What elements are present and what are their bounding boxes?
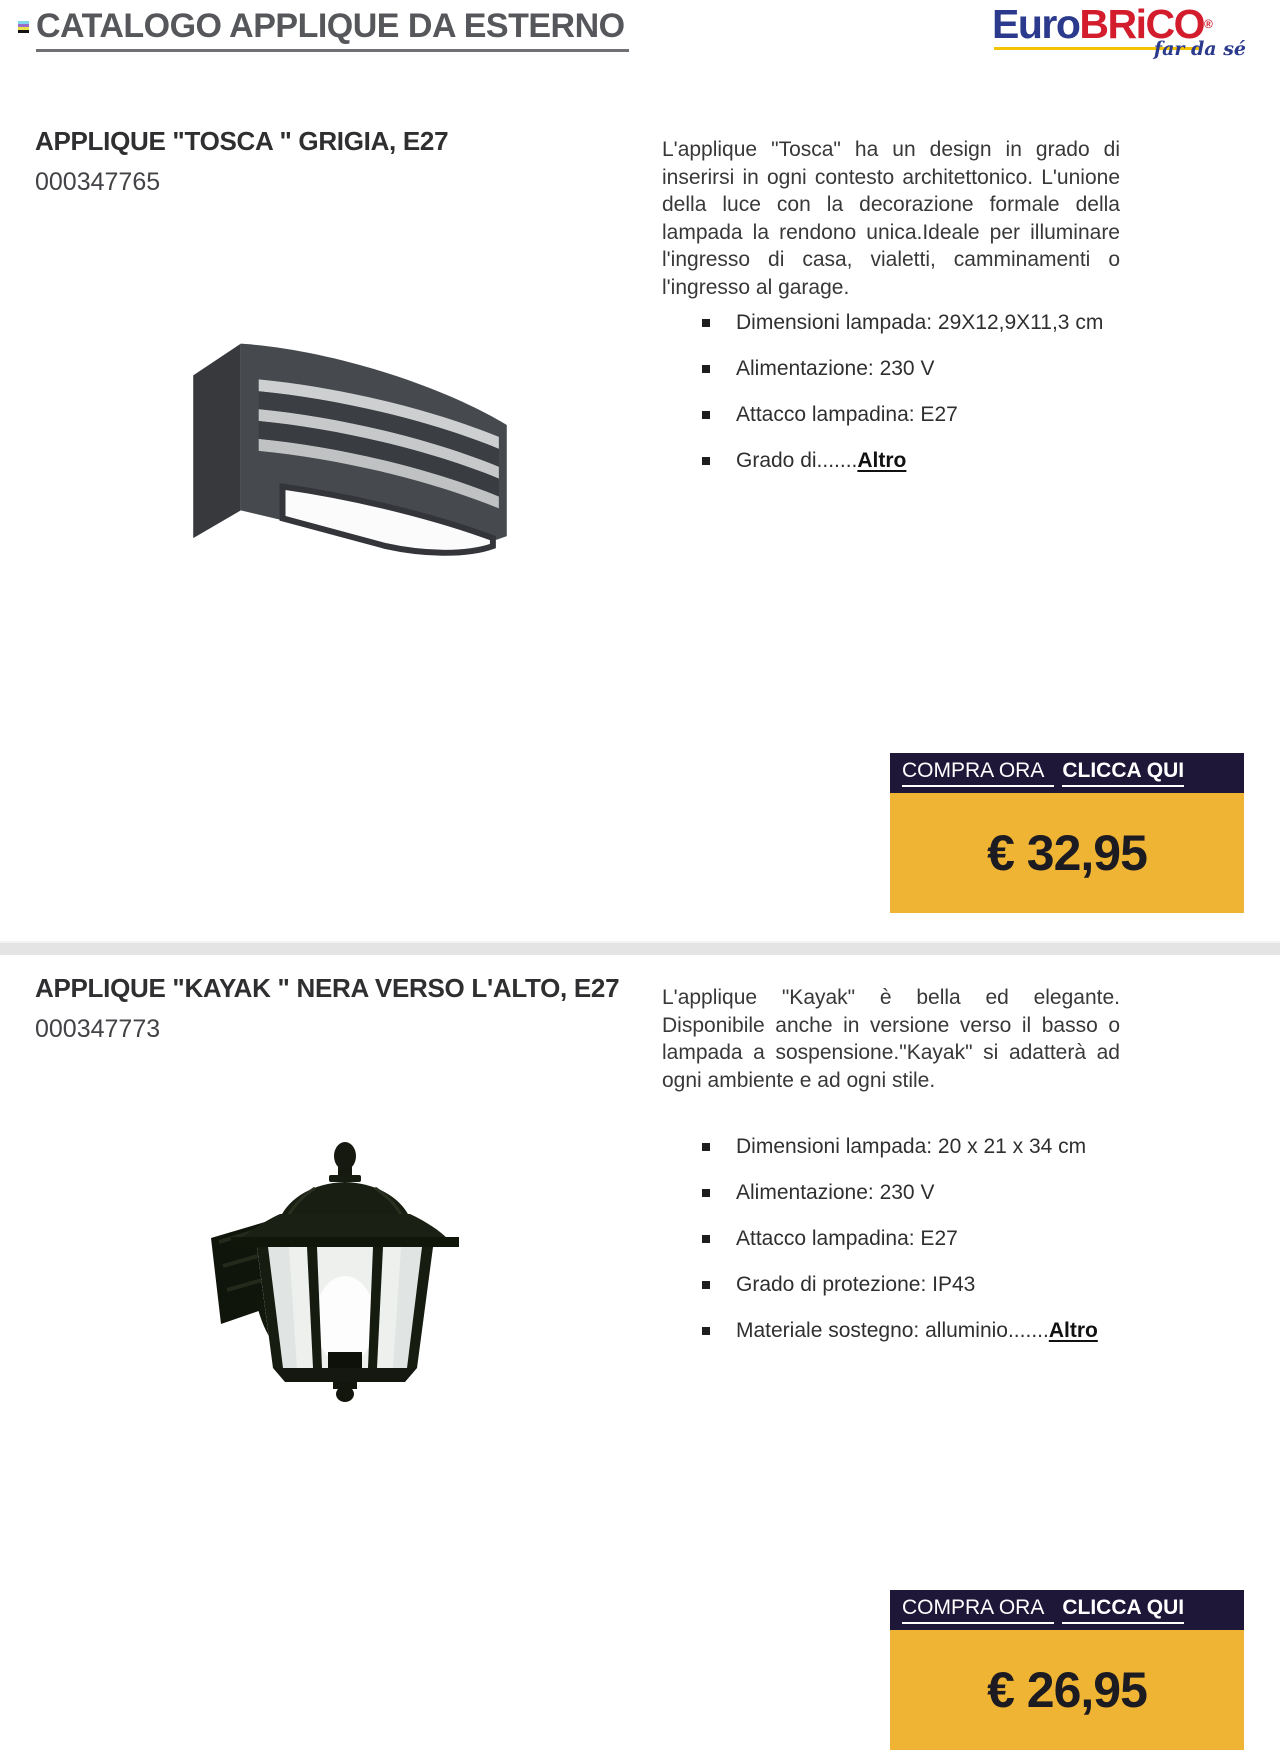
spec-item: Grado di protezione: IP43 <box>702 1272 1098 1298</box>
bullet-square-icon <box>702 1235 710 1243</box>
spec-list <box>702 1134 1098 1364</box>
altro-link[interactable]: Altro <box>857 449 907 472</box>
product-code: 000347765 <box>35 168 161 196</box>
eurobrico-logo <box>992 1 1248 60</box>
spec-item: Attacco lampadina: E27 <box>702 1226 1098 1252</box>
clicca-qui-label: CLICCA QUI <box>1062 1596 1184 1624</box>
section-divider <box>0 941 1280 955</box>
price-panel <box>890 793 1244 913</box>
product-photo-kayak <box>195 1138 475 1407</box>
buy-now-button[interactable] <box>890 1590 1244 1630</box>
compra-ora-label: COMPRA ORA <box>902 1596 1054 1624</box>
price-value: € 32,95 <box>987 825 1147 881</box>
cmyk-stripes-icon <box>18 21 29 33</box>
product-title: APPLIQUE "KAYAK " NERA VERSO L'ALTO, E27 <box>35 973 620 1003</box>
bullet-square-icon <box>702 1143 710 1151</box>
page-title: CATALOGO APPLIQUE DA ESTERNO <box>36 7 629 52</box>
spec-item: Alimentazione: 230 V <box>702 1180 1098 1206</box>
bullet-square-icon <box>702 411 710 419</box>
bullet-square-icon <box>702 457 710 465</box>
spec-item: Dimensioni lampada: 20 x 21 x 34 cm <box>702 1134 1098 1160</box>
spec-item: Grado di.......Altro <box>702 448 1103 474</box>
spec-list <box>702 310 1103 494</box>
logo-wordmark: EuroBRiCO® <box>992 1 1212 47</box>
spec-item: Attacco lampadina: E27 <box>702 402 1103 428</box>
clicca-qui-label: CLICCA QUI <box>1062 759 1184 787</box>
logo-tagline: far da sé <box>1153 38 1246 60</box>
spec-item: Materiale sostegno: alluminio.......Altro <box>702 1318 1098 1344</box>
product-photo-tosca <box>165 298 535 561</box>
price-panel <box>890 1630 1244 1750</box>
kayak-lantern-illustration <box>195 1138 475 1402</box>
product-description: L'applique "Kayak" è bella ed elegante. Disponibile anche in versione verso il basso o lampada a sospensione."Kayak" si adatterà ad ogni ambiente e ad ogni stile. <box>662 986 1120 1092</box>
product-title: APPLIQUE "TOSCA " GRIGIA, E27 <box>35 126 449 156</box>
product-code: 000347773 <box>35 1015 161 1043</box>
buy-now-button[interactable] <box>890 753 1244 793</box>
altro-link[interactable]: Altro <box>1048 1319 1098 1342</box>
bullet-square-icon <box>702 1189 710 1197</box>
buy-box <box>890 1590 1244 1750</box>
spec-item: Alimentazione: 230 V <box>702 356 1103 382</box>
bullet-square-icon <box>702 1327 710 1335</box>
compra-ora-label: COMPRA ORA <box>902 759 1054 787</box>
bullet-square-icon <box>702 319 710 327</box>
bullet-square-icon <box>702 365 710 373</box>
product-description: L'applique "Tosca" ha un design in grado di inserirsi in ogni contesto architettonico. L'unione della luce con la decorazione formale della lampada la rendono unica.Ideale per illuminare l'ingresso di casa, vialetti, camminamenti o l'ingresso al garage. <box>662 138 1120 299</box>
bullet-square-icon <box>702 1281 710 1289</box>
tosca-wall-light-illustration <box>165 298 535 556</box>
buy-box <box>890 753 1244 913</box>
spec-item: Dimensioni lampada: 29X12,9X11,3 cm <box>702 310 1103 336</box>
price-value: € 26,95 <box>987 1662 1147 1718</box>
